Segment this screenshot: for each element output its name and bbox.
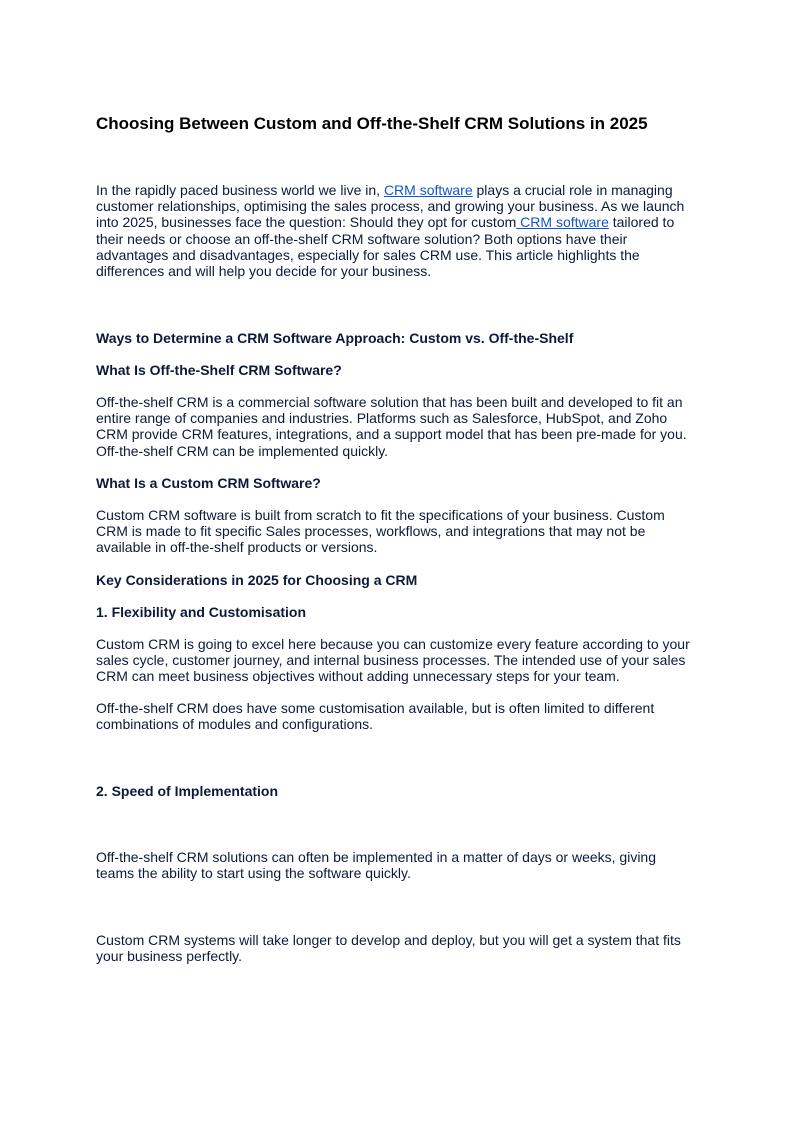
paragraph-flexibility-custom: Custom CRM is going to excel here because you can customize every feature according to your sales cycle, customer journey, and internal business processes. The intended use of your sales CRM can meet business objectives without adding unnecessary steps for your team. [96,636,690,685]
intro-text-1: In the rapidly paced business world we live in, [96,182,384,198]
intro-text-3: tailored to their needs or choose an off-the-shelf CRM software solution? Both options have their advantages and disadvantages, especially for sales CRM use. This article highlights the differences and will help you decide for your business. [96,214,675,280]
paragraph-custom-crm: Custom CRM software is built from scratch to fit the specifications of your business. Custom CRM is made to fit specific Sales processes, workflows, and integrations that may not be available in off-the-shelf products or versions. [96,507,665,556]
heading-custom-crm: What Is a Custom CRM Software? [96,475,321,491]
crm-software-link-2[interactable]: CRM software [516,214,609,231]
paragraph-speed-off-the-shelf: Off-the-shelf CRM solutions can often be implemented in a matter of days or weeks, giving teams the ability to start using the software quickly. [96,849,657,882]
intro-text-2: plays a crucial role in managing customer relationships, optimising the sales process, and growing your business. As we launch into 2025, businesses face the question: Should they opt for custom [96,182,685,231]
paragraph-speed-custom: Custom CRM systems will take longer to develop and deploy, but you will get a system that fits your business perfectly. [96,932,681,965]
heading-flexibility: 1. Flexibility and Customisation [96,604,307,620]
crm-software-link-1[interactable]: CRM software [383,182,473,198]
heading-key-considerations: Key Considerations in 2025 for Choosing a CRM [96,572,418,588]
document-title: Choosing Between Custom and Off-the-Shelf CRM Solutions in 2025 [96,114,648,133]
paragraph-flexibility-off-the-shelf: Off-the-shelf CRM does have some customisation available, but is often limited to different combinations of modules and configurations. [96,700,655,733]
heading-speed: 2. Speed of Implementation [96,783,279,799]
intro-paragraph [96,182,696,279]
section-heading-approach: Ways to Determine a CRM Software Approach: Custom vs. Off-the-Shelf [96,330,574,346]
paragraph-off-the-shelf: Off-the-shelf CRM is a commercial software solution that has been built and developed to fit an entire range of companies and industries. Platforms such as Salesforce, HubSpot, and Zoho CRM provide CRM features, integrations, and a support model that has been pre-made for you. Off-the-shelf CRM can be implemented quickly. [96,394,687,459]
heading-off-the-shelf: What Is Off-the-Shelf CRM Software? [96,362,342,378]
